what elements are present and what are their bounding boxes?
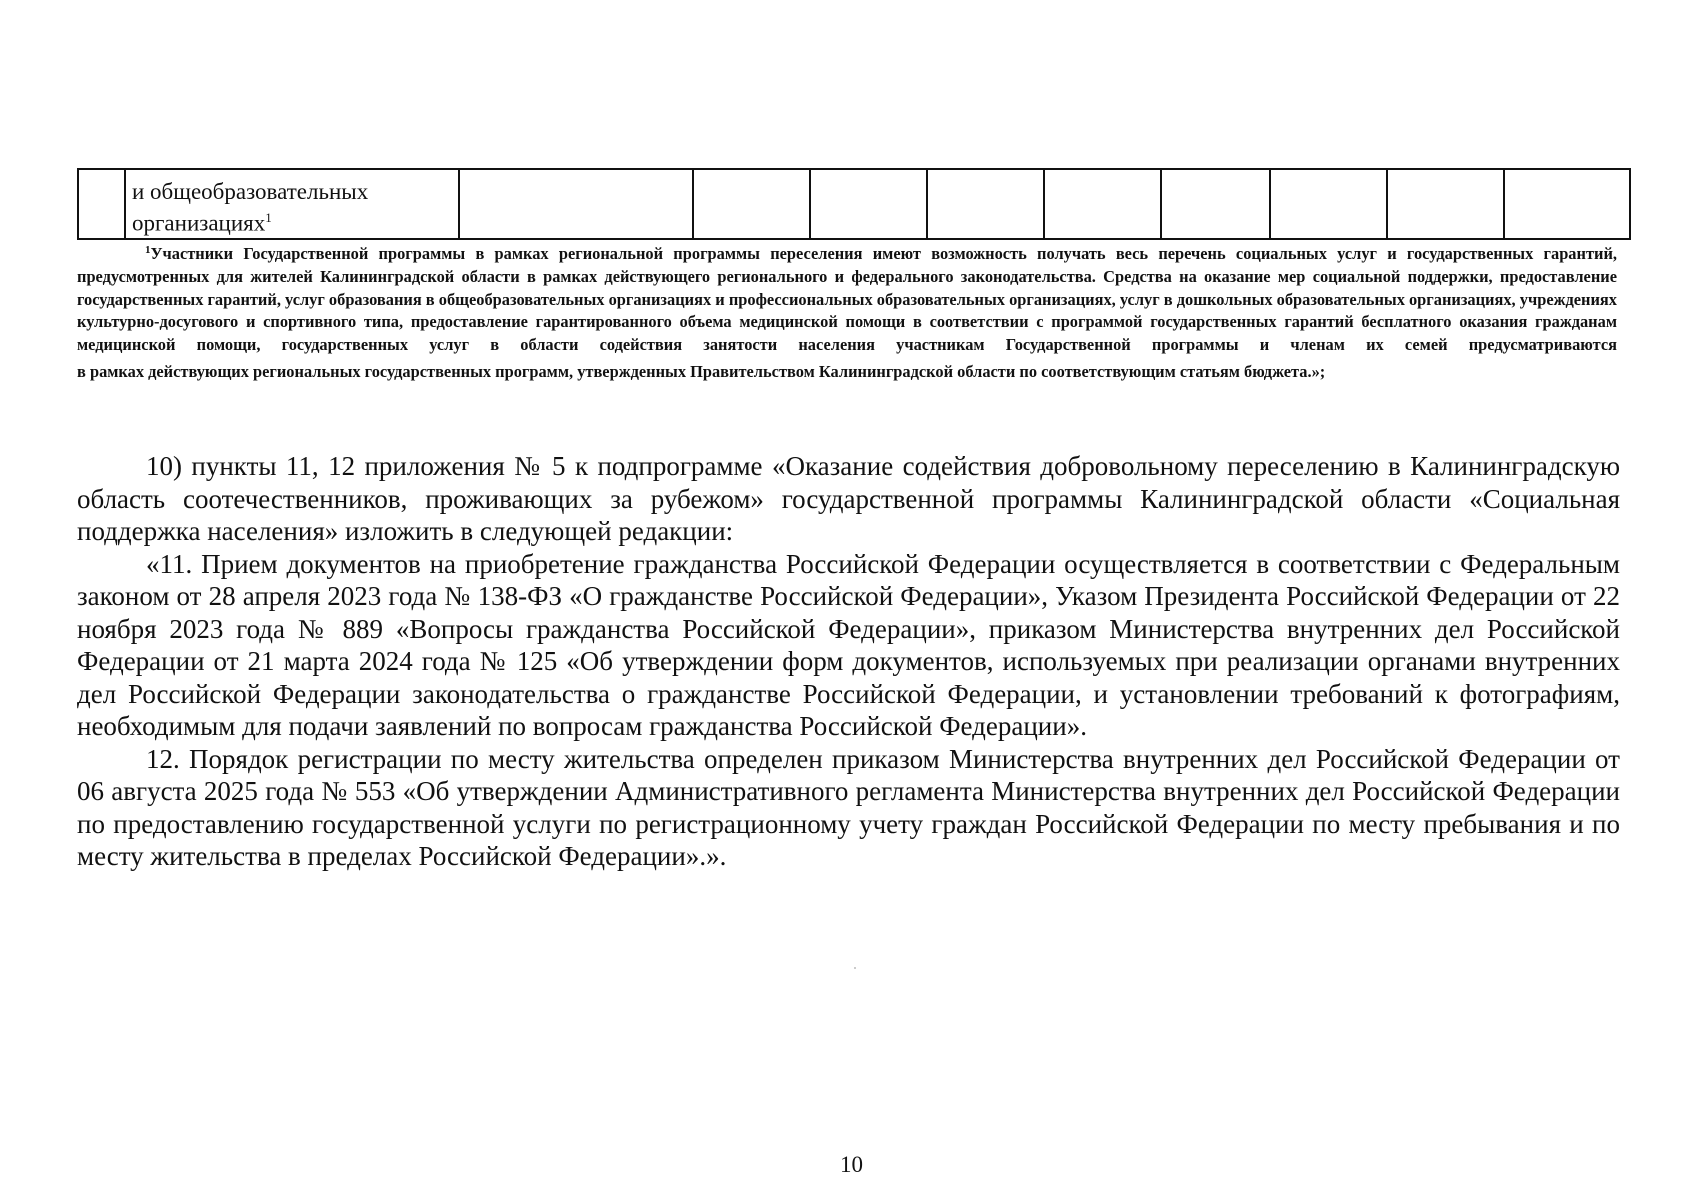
table-fragment: [77, 168, 1631, 240]
footnote-text: Участники Государственной программы в рамках региональной программы переселения имеют возможность получать весь перечень социальных услуг и государственных гарантий, предусмотренных для жителей Калининградской области в рамках действующего регионального и федерального законодательства. Средства на оказание мер социальной поддержки, предоставление государственных гарантий, услуг образования в общеобразовательных организациях и профессиональных образовательных организациях, услуг в дошкольных образовательных организациях, учреждениях культурно-досугового и спортивного типа, предоставление гарантированного объема медицинской помощи в соответствии с программой государственных гарантий бесплатного оказания гражданам медицинской помощи, государственных услуг в области содействия занятости населения участникам Государственной программы и членам их семей предусматриваются: [77, 244, 1617, 355]
footnote-mark: 1: [145, 244, 151, 256]
paragraph-amendment-intro: 10) пункты 11, 12 приложения № 5 к подпрограмме «Оказание содействия добровольному переселению в Калининградскую область соотечественников, проживающих за рубежом» государственной программы Калининградской области «Социальная поддержка населения» изложить в следующей редакции:: [77, 451, 1620, 546]
table-cell: [1044, 169, 1161, 239]
table-cell: [693, 169, 810, 239]
cell-text-line1: и общеобразовательных: [132, 179, 369, 204]
table-cell: [1270, 169, 1387, 239]
table-cell: [1161, 169, 1270, 239]
scan-speck: [854, 967, 856, 969]
table-cell-name: [125, 169, 459, 239]
table-row: [78, 169, 1630, 239]
paragraph-item-11: «11. Прием документов на приобретение гражданства Российской Федерации осуществляется в соответствии с Федеральным законом от 28 апреля 2023 года № 138-ФЗ «О гражданстве Российской Федерации», Указом Президента Российской Федерации от 22 ноября 2023 года № 889 «Вопросы гражданства Российской Федерации», приказом Министерства внутренних дел Российской Федерации от 21 марта 2024 года № 125 «Об утверждении форм документов, используемых при реализации органами внутренних дел Российской Федерации законодательства о гражданстве Российской Федерации, и установлении требований к фотографиям, необходимым для подачи заявлений по вопросам гражданства Российской Федерации».: [77, 548, 1620, 741]
paragraph-item-12: 12. Порядок регистрации по месту жительства определен приказом Министерства внутренних дел Российской Федерации от 06 августа 2025 года № 553 «Об утверждении Административного регламента Министерства внутренних дел Российской Федерации по предоставлению государственной услуги по регистрационному учету граждан Российской Федерации по месту пребывания и по месту жительства в пределах Российской Федерации».».: [77, 743, 1620, 871]
table-cell: [1504, 169, 1630, 239]
table-cell-number: [78, 169, 125, 239]
cell-text-line2: организациях: [132, 210, 266, 236]
table-cell: [927, 169, 1044, 239]
body-text: [77, 450, 1620, 873]
table-cell: [810, 169, 927, 239]
footnote-last-line: в рамках действующих региональных государственных программ, утвержденных Правительством Калининградской области по соответствующим статьям бюджета.»;: [77, 361, 1326, 381]
footnote: [77, 243, 1617, 384]
table-cell: [459, 169, 693, 239]
page-number: 10: [840, 1152, 863, 1177]
table-cell: [1387, 169, 1504, 239]
cell-footnote-mark: 1: [265, 210, 272, 225]
